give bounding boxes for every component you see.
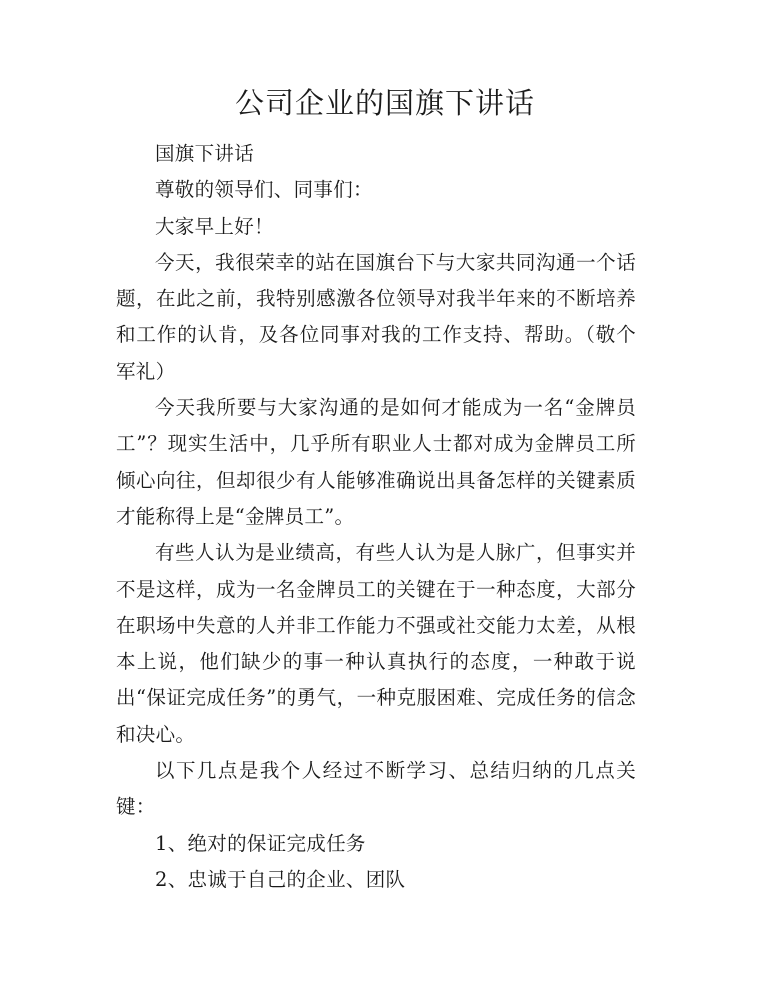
paragraph: 以下几点是我个人经过不断学习、总结归纳的几点关键： (116, 759, 636, 819)
paragraph-salutation: 尊敬的领导们、同事们： (155, 178, 373, 202)
document-title: 公司企业的国旗下讲话 (234, 86, 535, 120)
list-item: 1、绝对的保证完成任务 (155, 831, 366, 855)
list-item: 2、忠诚于自己的企业、团队 (155, 867, 406, 891)
paragraph-heading: 国旗下讲话 (155, 142, 255, 165)
paragraph: 今天我所要与大家沟通的是如何才能成为一名“金牌员工”？现实生活中，几乎所有职业人士都对成为金牌员工所倾心向往，但却很少有人能够准确说出具备怎样的关键素质才能称得上是“金牌员工”。 (116, 396, 636, 528)
paragraph: 有些人认为是业绩高，有些人认为是人脉广，但事实并不是这样，成为一名金牌员工的关键在于一种态度，大部分在职场中失意的人并非工作能力不强或社交能力太差，从根本上说，他们缺少的事一种认真执行的态度，一种敢于说出“保证完成任务”的勇气，一种克服困难、完成任务的信念和决心。 (116, 541, 636, 746)
paragraph: 今天，我很荣幸的站在国旗台下与大家共同沟通一个话题，在此之前，我特别感激各位领导对我半年来的不断培养和工作的认肯，及各位同事对我的工作支持、帮助。（敬个军礼） (116, 250, 636, 383)
paragraph-greeting: 大家早上好！ (155, 214, 274, 238)
document-body (116, 136, 636, 898)
